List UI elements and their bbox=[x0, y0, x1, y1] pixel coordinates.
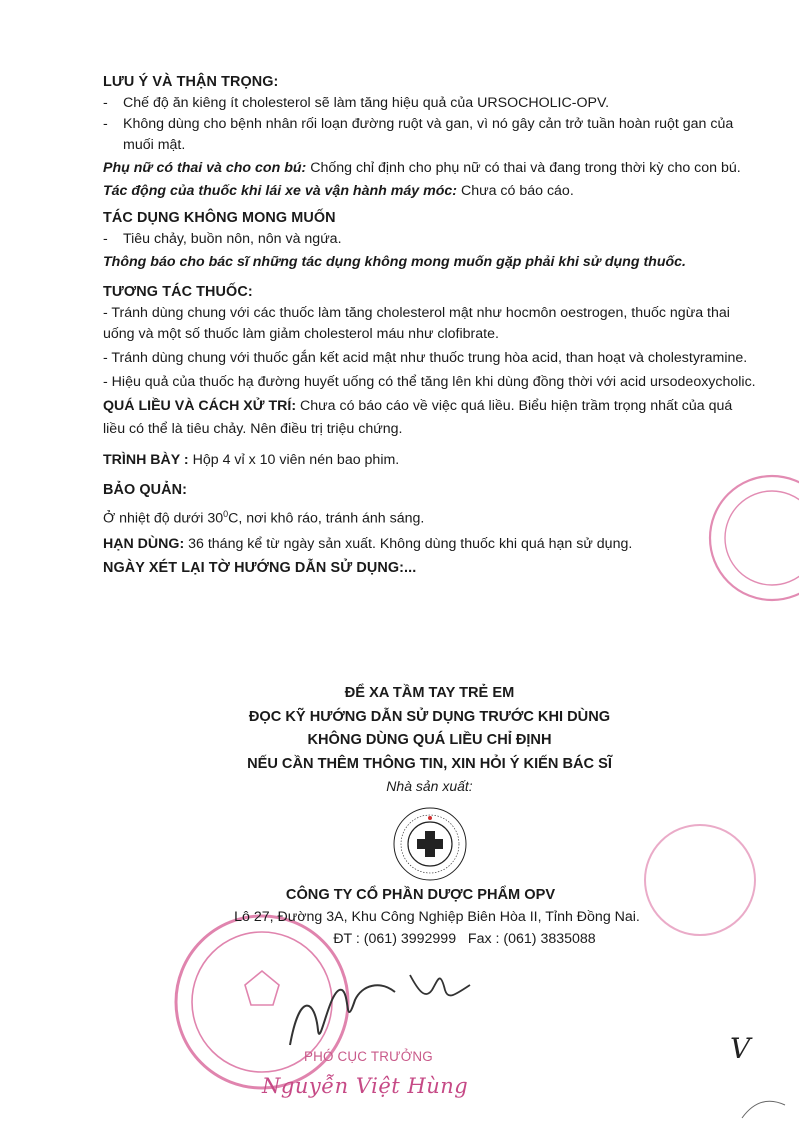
pregnancy-paragraph: Phụ nữ có thai và cho con bú: Chống chỉ định cho phụ nữ có thai và đang trong thời kỳ cho con bú. bbox=[103, 160, 741, 176]
warning-line-2: ĐỌC KỸ HƯỚNG DẪN SỬ DỤNG TRƯỚC KHI DÙNG bbox=[248, 708, 611, 725]
company-block bbox=[0, 884, 799, 950]
trinh-bay-paragraph: TRÌNH BÀY : Hộp 4 vỉ x 10 viên nén bao phim. bbox=[103, 452, 400, 468]
tuong-tac-heading: TƯƠNG TÁC THUỐC: bbox=[103, 284, 253, 300]
main-content bbox=[103, 72, 758, 579]
warning-line-1: ĐỂ XA TẦM TAY TRẺ EM bbox=[344, 685, 515, 701]
luu-y-bullet-2: - Không dùng cho bệnh nhân rối loạn đường ruột và gan, vì nó gây cản trở tuần hoàn ruột gan của muối mật. bbox=[103, 116, 734, 153]
tuong-tac-item-3: - Hiệu quả của thuốc hạ đường huyết uống có thể tăng lên khi dùng đồng thời với acid ursodeoxycholic. bbox=[103, 374, 756, 390]
tac-dung-heading: TÁC DỤNG KHÔNG MONG MUỐN bbox=[103, 210, 336, 226]
tuong-tac-item-1: - Tránh dùng chung với các thuốc làm tăng cholesterol mật như hocmôn oestrogen, thuốc ngừa thai uống và một số thuốc làm giảm cholesterol máu như clofibrate. bbox=[103, 305, 730, 342]
corner-mark bbox=[742, 1101, 785, 1118]
ngay-xet-heading: NGÀY XÉT LẠI TỜ HƯỚNG DẪN SỬ DỤNG:... bbox=[103, 559, 417, 576]
margin-initials: V bbox=[730, 1032, 751, 1065]
tuong-tac-item-2: - Tránh dùng chung với thuốc gắn kết acid mật như thuốc trung hòa acid, than hoạt và cholestyramine. bbox=[103, 350, 748, 366]
luu-y-heading: LƯU Ý VÀ THẬN TRỌNG: bbox=[103, 74, 279, 90]
company-phone: ĐT : (061) 3992999 Fax : (061) 3835088 bbox=[333, 931, 596, 947]
han-dung-paragraph: HẠN DÙNG: 36 tháng kể từ ngày sản xuất. Không dùng thuốc khi quá hạn sử dụng. bbox=[103, 535, 633, 552]
opv-logo-icon bbox=[392, 806, 468, 882]
tac-dung-bullet-1: - Tiêu chảy, buồn nôn, nôn và ngứa. bbox=[103, 231, 342, 247]
bao-quan-heading: BẢO QUẢN: bbox=[103, 482, 188, 498]
qua-lieu-paragraph: QUÁ LIỀU VÀ CÁCH XỬ TRÍ: Chưa có báo cáo về việc quá liều. Biểu hiện trầm trọng nhất của quá liều có thể là tiêu chảy. Nên điều trị triệu chứng. bbox=[103, 398, 733, 437]
company-address: Lô 27, Đường 3A, Khu Công Nghiệp Biên Hòa II, Tỉnh Đồng Nai. bbox=[234, 909, 640, 925]
tac-dung-notice: Thông báo cho bác sĩ những tác dụng không mong muốn gặp phải khi sử dụng thuốc. bbox=[103, 254, 686, 270]
bao-quan-text: Ở nhiệt độ dưới $30^0C$, nơi khô ráo, tránh ánh sáng. bbox=[103, 509, 425, 527]
signature-title: PHÓ CỤC TRƯỞNG bbox=[304, 1049, 433, 1064]
company-name: CÔNG TY CỔ PHẦN DƯỢC PHẨM OPV bbox=[285, 887, 556, 903]
warning-line-3: KHÔNG DÙNG QUÁ LIỀU CHỈ ĐỊNH bbox=[307, 732, 552, 748]
luu-y-bullet-1: - Chế độ ăn kiêng ít cholesterol sẽ làm tăng hiệu quả của URSOCHOLIC-OPV. bbox=[103, 95, 610, 111]
warnings-block bbox=[0, 682, 799, 796]
warning-line-4: NẾU CẦN THÊM THÔNG TIN, XIN HỎI Ý KIẾN BÁC SĨ bbox=[247, 755, 612, 772]
signature-scribble-2 bbox=[410, 975, 470, 995]
signature-name: Nguyễn Việt Hùng bbox=[262, 1074, 469, 1098]
maker-label: Nhà sản xuất: bbox=[386, 778, 473, 794]
driving-paragraph: Tác động của thuốc khi lái xe và vận hành máy móc: Chưa có báo cáo. bbox=[103, 183, 574, 199]
